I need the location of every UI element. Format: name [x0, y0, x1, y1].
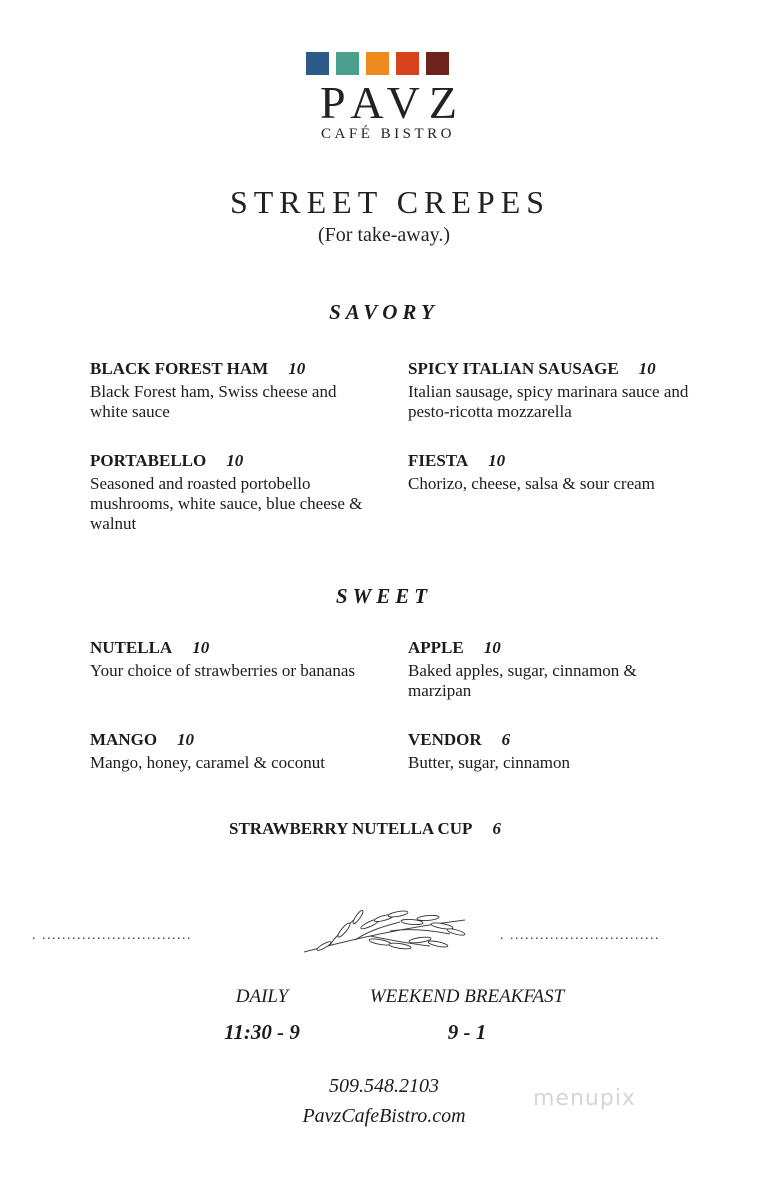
- section-heading-savory: SAVORY: [329, 300, 439, 324]
- item-header: [408, 450, 708, 472]
- menu-item: [90, 637, 390, 681]
- item-name: APPLE: [408, 638, 464, 657]
- item-name: NUTELLA: [90, 638, 173, 657]
- divider-dots-right: . ..............................: [500, 928, 660, 943]
- item-price: 6: [492, 819, 501, 838]
- menu-item: [90, 358, 390, 422]
- item-header: [408, 637, 708, 659]
- logo-swatches: [306, 52, 449, 75]
- item-price: 10: [192, 638, 210, 657]
- hours-weekend-value: 9 - 1: [447, 1020, 487, 1044]
- item-description: Seasoned and roasted portobello mushrooms, white sauce, blue cheese & walnut: [90, 474, 363, 533]
- item-header: [408, 729, 708, 751]
- item-header: [90, 358, 390, 380]
- item-header: [408, 358, 708, 380]
- divider-dots-left: . ..............................: [32, 928, 192, 943]
- item-name: MANGO: [90, 730, 158, 749]
- item-name: BLACK FOREST HAM: [90, 359, 269, 378]
- brand-name: PAVZ: [320, 77, 466, 128]
- contact-phone: 509.548.2103: [329, 1075, 439, 1097]
- brand-subtitle: CAFÉ BISTRO: [321, 126, 455, 142]
- item-name: VENDOR: [408, 730, 482, 749]
- menu-title: STREET CREPES: [229, 184, 551, 220]
- special-item: [229, 818, 501, 840]
- item-price: 10: [488, 451, 506, 470]
- hours-weekend-label: WEEKEND BREAKFAST: [369, 986, 565, 1007]
- item-price: 6: [501, 730, 511, 749]
- item-description: Butter, sugar, cinnamon: [408, 753, 570, 772]
- watermark: menupix: [533, 1086, 636, 1111]
- item-name: SPICY ITALIAN SAUSAGE: [408, 359, 619, 378]
- logo-swatch-brown: [426, 52, 449, 75]
- item-name: STRAWBERRY NUTELLA CUP: [229, 819, 473, 838]
- menu-item: [408, 450, 708, 494]
- item-price: 10: [226, 451, 244, 470]
- item-description: Baked apples, sugar, cinnamon & marzipan: [408, 661, 637, 700]
- contact-website[interactable]: PavzCafeBistro.com: [302, 1105, 466, 1127]
- item-price: 10: [288, 359, 306, 378]
- item-price: 10: [638, 359, 656, 378]
- item-description: Black Forest ham, Swiss cheese and white sauce: [90, 382, 337, 421]
- item-price: 10: [483, 638, 501, 657]
- menu-subtitle: (For take-away.): [318, 224, 450, 246]
- menu-item: [90, 729, 390, 773]
- menu-item: [408, 358, 708, 422]
- menu-item: [90, 450, 390, 534]
- item-header: [90, 450, 390, 472]
- menu-item: [408, 637, 708, 701]
- item-name: PORTABELLO: [90, 451, 207, 470]
- item-price: 10: [177, 730, 195, 749]
- logo-swatch-teal: [336, 52, 359, 75]
- item-description: Mango, honey, caramel & coconut: [90, 753, 325, 772]
- item-header: [90, 637, 390, 659]
- item-name: FIESTA: [408, 451, 469, 470]
- item-header: [90, 729, 390, 751]
- logo-swatch-red: [396, 52, 419, 75]
- section-heading-sweet: SWEET: [335, 584, 433, 608]
- logo-swatch-blue: [306, 52, 329, 75]
- rosemary-sprig-icon: [300, 900, 470, 958]
- hours-daily-label: DAILY: [235, 986, 289, 1007]
- menu-item: [408, 729, 708, 773]
- hours-daily-value: 11:30 - 9: [224, 1020, 300, 1044]
- item-description: Your choice of strawberries or bananas: [90, 661, 355, 680]
- item-description: Chorizo, cheese, salsa & sour cream: [408, 474, 655, 493]
- logo-swatch-orange: [366, 52, 389, 75]
- item-description: Italian sausage, spicy marinara sauce and pesto-ricotta mozzarella: [408, 382, 689, 421]
